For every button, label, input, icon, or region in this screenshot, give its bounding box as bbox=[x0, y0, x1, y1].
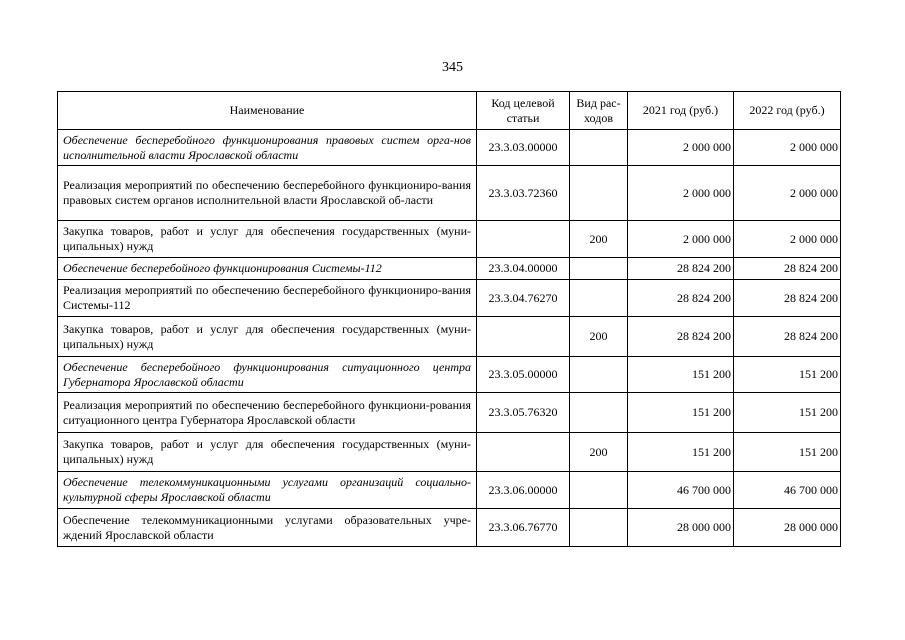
row-name: Реализация мероприятий по обеспечению бесперебойного функциониро-вания Системы-112 bbox=[58, 280, 477, 317]
table-row bbox=[58, 509, 841, 547]
row-name: Обеспечение телекоммуникационными услугами организаций социально-культурной сферы Ярославской области bbox=[58, 472, 477, 509]
table-row bbox=[58, 221, 841, 258]
row-2022: 28 824 200 bbox=[734, 317, 841, 357]
row-2021: 28 824 200 bbox=[628, 280, 734, 317]
row-2021: 46 700 000 bbox=[628, 472, 734, 509]
row-2022: 28 824 200 bbox=[734, 258, 841, 280]
row-2022: 151 200 bbox=[734, 357, 841, 393]
budget-table bbox=[57, 91, 841, 547]
row-name: Закупка товаров, работ и услуг для обеспечения государственных (муни-ципальных) нужд bbox=[58, 433, 477, 472]
table-row bbox=[58, 472, 841, 509]
row-name: Закупка товаров, работ и услуг для обеспечения государственных (муни-ципальных) нужд bbox=[58, 317, 477, 357]
table-row bbox=[58, 130, 841, 166]
row-2022: 46 700 000 bbox=[734, 472, 841, 509]
header-name: Наименование bbox=[58, 92, 477, 130]
header-2022: 2022 год (руб.) bbox=[734, 92, 841, 130]
row-kind: 200 bbox=[570, 317, 628, 357]
row-2022: 2 000 000 bbox=[734, 166, 841, 221]
table-row bbox=[58, 317, 841, 357]
row-name: Реализация мероприятий по обеспечению бесперебойного функциониро-вания правовых систем органов исполнительной власти Ярославской об-ласти bbox=[58, 166, 477, 221]
row-2022: 28 000 000 bbox=[734, 509, 841, 547]
row-2021: 151 200 bbox=[628, 357, 734, 393]
row-2021: 151 200 bbox=[628, 393, 734, 433]
row-name: Обеспечение бесперебойного функционирования правовых систем орга-нов исполнительной власти Ярославской области bbox=[58, 130, 477, 166]
header-code: Код целевой статьи bbox=[477, 92, 570, 130]
row-2021: 2 000 000 bbox=[628, 130, 734, 166]
table-row bbox=[58, 393, 841, 433]
row-2021: 2 000 000 bbox=[628, 221, 734, 258]
row-2021: 2 000 000 bbox=[628, 166, 734, 221]
row-code bbox=[477, 433, 570, 472]
row-code bbox=[477, 317, 570, 357]
row-code: 23.3.03.72360 bbox=[477, 166, 570, 221]
header-2021: 2021 год (руб.) bbox=[628, 92, 734, 130]
row-code: 23.3.05.76320 bbox=[477, 393, 570, 433]
row-code: 23.3.06.00000 bbox=[477, 472, 570, 509]
row-2021: 28 824 200 bbox=[628, 317, 734, 357]
table-row bbox=[58, 433, 841, 472]
row-kind: 200 bbox=[570, 433, 628, 472]
row-kind bbox=[570, 357, 628, 393]
header-row bbox=[58, 92, 841, 130]
page-number: 345 bbox=[442, 60, 463, 75]
row-code: 23.3.06.76770 bbox=[477, 509, 570, 547]
table-row bbox=[58, 280, 841, 317]
row-kind bbox=[570, 280, 628, 317]
row-kind bbox=[570, 130, 628, 166]
row-kind bbox=[570, 509, 628, 547]
row-2022: 151 200 bbox=[734, 433, 841, 472]
row-kind bbox=[570, 166, 628, 221]
header-kind: Вид рас-ходов bbox=[570, 92, 628, 130]
row-kind bbox=[570, 393, 628, 433]
row-code: 23.3.04.76270 bbox=[477, 280, 570, 317]
row-kind bbox=[570, 472, 628, 509]
row-kind bbox=[570, 258, 628, 280]
row-name: Реализация мероприятий по обеспечению бесперебойного функциони-рования ситуационного центра Губернатора Ярославской области bbox=[58, 393, 477, 433]
row-code: 23.3.03.00000 bbox=[477, 130, 570, 166]
row-2022: 28 824 200 bbox=[734, 280, 841, 317]
row-2021: 28 824 200 bbox=[628, 258, 734, 280]
row-2022: 2 000 000 bbox=[734, 221, 841, 258]
row-name: Обеспечение телекоммуникационными услугами образовательных учре-ждений Ярославской области bbox=[58, 509, 477, 547]
row-name: Обеспечение бесперебойного функционирования ситуационного центра Губернатора Ярославской области bbox=[58, 357, 477, 393]
row-name: Закупка товаров, работ и услуг для обеспечения государственных (муни-ципальных) нужд bbox=[58, 221, 477, 258]
row-code: 23.3.04.00000 bbox=[477, 258, 570, 280]
row-code bbox=[477, 221, 570, 258]
row-2022: 2 000 000 bbox=[734, 130, 841, 166]
row-kind: 200 bbox=[570, 221, 628, 258]
table-row bbox=[58, 357, 841, 393]
row-name: Обеспечение бесперебойного функционирования Системы-112 bbox=[58, 258, 477, 280]
table-row bbox=[58, 258, 841, 280]
table-row bbox=[58, 166, 841, 221]
row-code: 23.3.05.00000 bbox=[477, 357, 570, 393]
row-2021: 28 000 000 bbox=[628, 509, 734, 547]
row-2021: 151 200 bbox=[628, 433, 734, 472]
row-2022: 151 200 bbox=[734, 393, 841, 433]
